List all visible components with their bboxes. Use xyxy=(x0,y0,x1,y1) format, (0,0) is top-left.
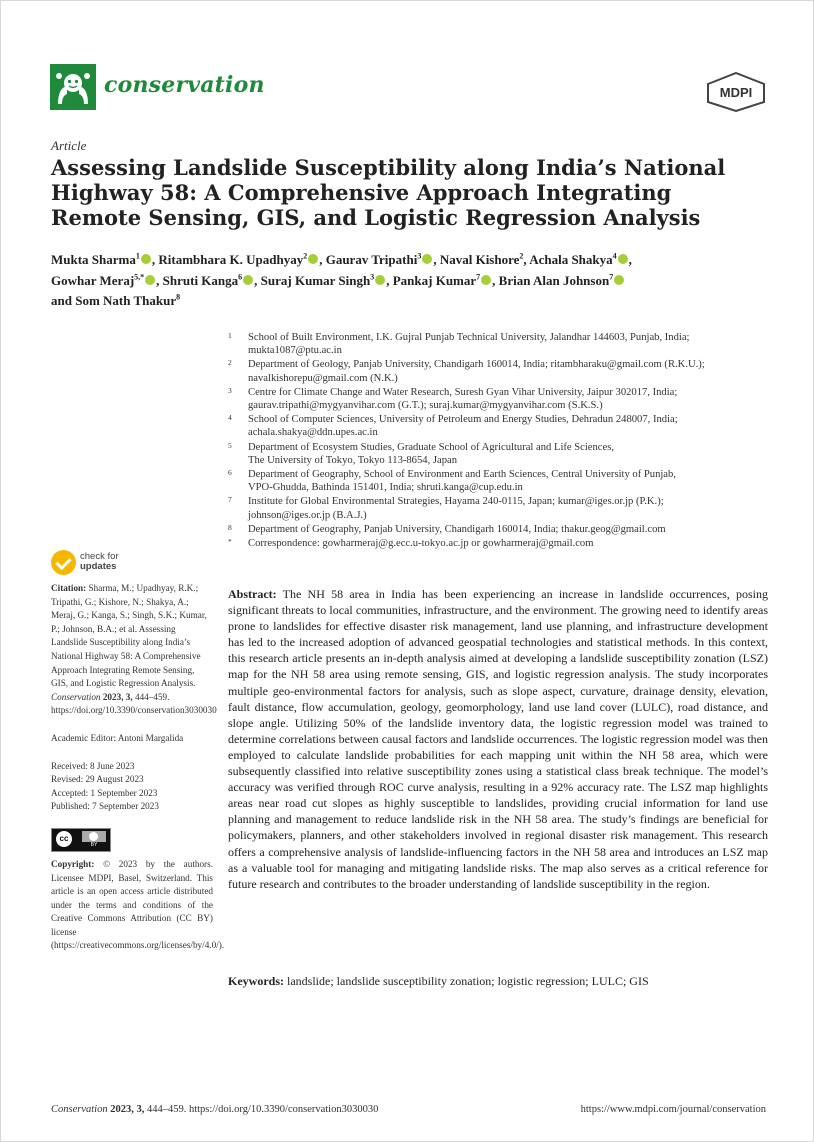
academic-editor: Academic Editor: Antoni Margalida xyxy=(51,732,184,743)
author-name: Pankaj Kumar xyxy=(392,272,477,288)
affiliation xyxy=(228,331,768,357)
author-separator: , xyxy=(254,272,261,288)
author[interactable] xyxy=(326,252,440,267)
affiliation xyxy=(228,468,768,494)
affiliation xyxy=(228,386,768,412)
affiliation-number: 8 xyxy=(228,522,232,532)
keywords-text: landslide; landslide susceptibility zonation; logistic regression; LULC; GIS xyxy=(287,974,649,988)
orcid-icon[interactable] xyxy=(375,275,385,285)
author-affiliation-ref: 2 xyxy=(519,252,524,261)
check-for-updates-button[interactable] xyxy=(51,550,171,578)
author-name: Shruti Kanga xyxy=(162,272,239,288)
author-name: Ritambhara K. Upadhyay xyxy=(158,252,304,268)
affiliation-line: Department of Ecosystem Studies, Graduate School of Agricultural and Life Sciences, xyxy=(248,441,614,453)
affiliation xyxy=(228,495,768,521)
keywords-label: Keywords: xyxy=(228,974,284,988)
author[interactable] xyxy=(499,273,626,288)
footer-journal-url-link[interactable]: https://www.mdpi.com/journal/conservation xyxy=(580,1104,766,1115)
affiliations xyxy=(228,331,768,551)
copyright-notice: Copyright: © 2023 by the authors. Licensee MDPI, Basel, Switzerland. This article is an open access article distributed under the terms and conditions of the Creative Commons Attribution (CC BY) license (https://creativecommons.org/licenses/by/4.0/). xyxy=(51,858,225,951)
author-separator: , xyxy=(156,272,163,288)
footer-citation: Conservation 2023, 3, 444–459. https://doi.org/10.3390/conservation3030030 xyxy=(51,1104,379,1115)
author-separator: , xyxy=(319,252,326,268)
author-name: Suraj Kumar Singh xyxy=(260,272,371,288)
affiliation xyxy=(228,523,768,536)
affiliation-line: School of Built Environment, I.K. Gujral Punjab Technical University, Jalandhar 144603, Punjab, India; xyxy=(248,332,690,343)
affiliation-number: 6 xyxy=(228,468,232,478)
author-affiliation-ref: 2 xyxy=(303,252,308,261)
author-separator: , xyxy=(151,252,159,268)
citation: Citation: Sharma, M.; Upadhyay, R.K.; Tripathi, G.; Kishore, N.; Shakya, A.; Meraj, G.; Kanga, S.; Singh, S.K.; Kumar, P.; Johnson, B.A.; et al. Assessing Landslide Susceptibility along India’s National Highway 58: A Comprehensive Approach Integrating Remote Sensing, GIS, and Logistic Regression Analysis. Conservation 2023, 3, 444–459. https://doi.org/10.3390/conservation3030030 xyxy=(51,583,217,716)
author[interactable] xyxy=(51,252,158,267)
affiliation-line: The University of Tokyo, Tokyo 113-8654, Japan xyxy=(248,454,457,466)
affiliation-number: 4 xyxy=(228,413,232,423)
author-name: Achala Shakya xyxy=(529,252,613,268)
author-name: Gaurav Tripathi xyxy=(325,252,418,268)
sidebar xyxy=(51,582,225,953)
author-affiliation-ref: 5,* xyxy=(134,272,145,282)
author-list xyxy=(51,248,771,309)
citation-doi-link[interactable]: 444–459. https://doi.org/10.3390/conservation3030030 xyxy=(51,691,217,716)
affiliation xyxy=(228,441,768,467)
date-line: Revised: 29 August 2023 xyxy=(51,774,144,785)
affiliation-number: 3 xyxy=(228,385,232,395)
affiliation xyxy=(228,413,768,439)
author-name: Mukta Sharma xyxy=(51,252,136,268)
affiliation-line: navalkishorepu@gmail.com (N.K.) xyxy=(248,372,398,384)
author-affiliation-ref: 7 xyxy=(476,272,481,282)
author-affiliation-ref: 8 xyxy=(176,292,181,302)
affiliation-line: gaurav.tripathi@mygyanvihar.com (G.T.); suraj.kumar@mygyanvihar.com (S.K.S.) xyxy=(248,400,603,412)
author-separator: , xyxy=(523,252,530,268)
check-updates-icon xyxy=(51,550,76,575)
journal-name: conservation xyxy=(104,72,265,98)
affiliation-line: achala.shakya@ddn.upes.ac.in xyxy=(248,427,378,439)
publication-dates xyxy=(51,760,213,814)
author-name: Naval Kishore xyxy=(439,252,520,268)
author-separator: , xyxy=(386,272,393,288)
author[interactable] xyxy=(51,293,180,308)
orcid-icon[interactable] xyxy=(481,275,491,285)
date-line: Published: 7 September 2023 xyxy=(51,801,159,812)
affiliation-number: 1 xyxy=(228,331,232,340)
abstract-text: The NH 58 area in India has been experiencing an increase in landslide occurrences, posing significant threats to local communities, infrastructure, and the environment. The growing need to identify areas prone to landslides for effective disaster risk management, land use planning, and infrastructure development has led to the increased adoption of advanced geospatial technologies and statistical methods. In this context, this research article presents an in-depth analysis aimed at developing a landslide susceptibility zonation (LSZ) map for the NH 58 area using remote sensing, GIS, and logistic regression analysis. The study incorporates multiple geo-environmental factors for analysis, such as slope aspect, curvature, drainage density, elevation, fault distance, flow accumulation, geology, geomorphology, land use land cover (LULC), road distance, and slope angle. Utilizing 50% of the landslide inventory data, the logistic regression model was trained to determine correlations between causal factors and landslide occurrences. The logistic regression model was then employed to calculate landslide probabilities for each mapping unit within the NH 58 area, which were subsequently classified into relative susceptibility zones using a statistical class break technique. The model’s accuracy was verified through ROC curve analysis, resulting in a 92% accuracy rate. The LSZ map highlights areas near road cut slopes as highly susceptible to landslides, providing crucial information for land use planning and management to reduce landslide risk in the NH 58 area. The study’s findings are beneficial for policymakers, planners, and other stakeholders involved in regional disaster risk management. This research offers a comprehensive analysis of landslide-influencing factors in the NH 58 area and introduces an LSZ map as a valuable tool for managing and mitigating landslide risks. The map also serves as a critical reference for future research and contributes to the broader understanding of landslide susceptibility in the region. xyxy=(228,587,768,891)
author[interactable] xyxy=(51,273,163,288)
affiliation-line: Correspondence: gowharmeraj@g.ecc.u-tokyo.ac.jp or gowharmeraj@gmail.com xyxy=(248,538,594,550)
orcid-icon[interactable] xyxy=(422,254,432,264)
author-affiliation-ref: 4 xyxy=(612,252,617,261)
orcid-icon[interactable] xyxy=(614,275,624,285)
orcid-icon[interactable] xyxy=(145,275,155,285)
author-affiliation-ref: 6 xyxy=(238,272,243,282)
mdpi-logo-icon xyxy=(706,72,766,112)
author-affiliation-ref: 1 xyxy=(135,252,140,261)
person-icon xyxy=(89,832,98,841)
affiliation-number: 5 xyxy=(228,440,232,450)
orcid-icon[interactable] xyxy=(618,254,628,264)
author-affiliation-ref: 3 xyxy=(417,252,422,261)
author-name: and Som Nath Thakur xyxy=(51,292,177,308)
affiliation-number: 2 xyxy=(228,358,232,368)
affiliation-line: Department of Geography, School of Environment and Earth Sciences, Central University of Punjab, xyxy=(248,469,676,481)
orcid-icon[interactable] xyxy=(243,275,253,285)
abstract xyxy=(228,586,768,892)
author-separator: , xyxy=(628,252,632,268)
author-separator: , xyxy=(433,252,440,268)
check-updates-label: check for updates xyxy=(80,551,119,572)
affiliation-line: Centre for Climate Change and Water Research, Suresh Gyan Vihar University, Jaipur 302017, India; xyxy=(248,386,678,398)
author[interactable] xyxy=(440,252,529,267)
affiliation-line: VPO-Ghudda, Bathinda 151401, India; shruti.kanga@cup.edu.in xyxy=(248,482,523,494)
author-name: Gowhar Meraj xyxy=(51,272,135,288)
date-line: Received: 8 June 2023 xyxy=(51,760,135,771)
author-affiliation-ref: 7 xyxy=(609,272,614,282)
author-name: Brian Alan Johnson xyxy=(498,272,610,288)
affiliation-line: mukta1087@ptu.ac.in xyxy=(248,345,342,357)
affiliation-number: * xyxy=(228,537,232,547)
author[interactable] xyxy=(163,273,261,288)
cc-by-license-icon[interactable]: cc BY xyxy=(51,828,111,852)
article-type: Article xyxy=(51,138,87,153)
affiliation-line: johnson@iges.or.jp (B.A.J.) xyxy=(248,509,367,521)
affiliation-line: Department of Geology, Panjab University, Chandigarh 160014, India; ritambharaku@gmail.com (R.K.U.); xyxy=(248,359,705,371)
publisher-name: MDPI xyxy=(719,85,753,100)
date-line: Accepted: 1 September 2023 xyxy=(51,787,158,798)
affiliation-line: Department of Geography, Panjab University, Chandigarh 160014, India; thakur.geog@gmail.com xyxy=(248,523,666,535)
orcid-icon[interactable] xyxy=(308,254,318,264)
article-title: Assessing Landslide Susceptibility along India’s National Highway 58: A Comprehensive Approach Integrating Remote Sensing, GIS, and Logistic Regression Analysis xyxy=(51,155,726,230)
abstract-label: Abstract: xyxy=(228,587,277,601)
author[interactable] xyxy=(261,273,393,288)
orcid-icon[interactable] xyxy=(141,254,151,264)
affiliation xyxy=(228,358,768,384)
affiliation xyxy=(228,537,768,550)
author-separator: , xyxy=(492,272,499,288)
keywords xyxy=(228,973,768,989)
footer-doi-link[interactable]: 444–459. https://doi.org/10.3390/conservation3030030 xyxy=(146,1104,379,1115)
author[interactable] xyxy=(158,252,325,267)
author[interactable] xyxy=(393,273,499,288)
journal-logo-icon xyxy=(50,64,96,110)
affiliation-line: School of Computer Sciences, University of Petroleum and Energy Studies, Dehradun 248007, India; xyxy=(248,414,678,426)
author-affiliation-ref: 3 xyxy=(370,272,375,282)
author[interactable] xyxy=(529,252,632,267)
affiliation-line: Institute for Global Environmental Strategies, Hayama 240-0115, Japan; kumar@iges.or.jp (P.K.); xyxy=(248,496,664,508)
affiliation-number: 7 xyxy=(228,495,232,505)
